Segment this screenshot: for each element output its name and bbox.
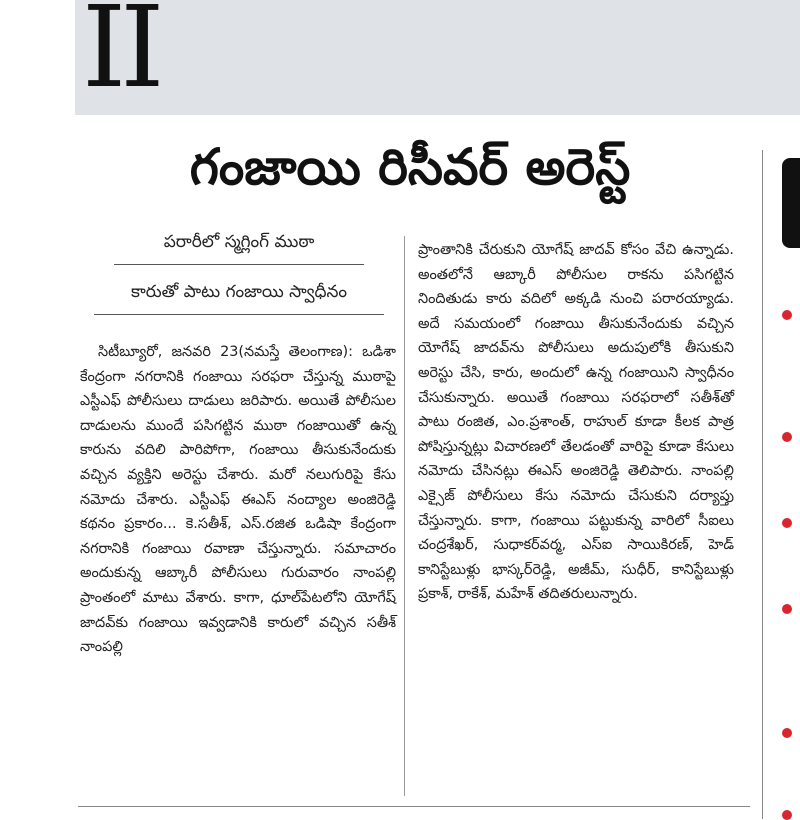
bullet-icon	[782, 604, 792, 614]
bullet-icon	[782, 728, 792, 738]
bullet-icon	[782, 518, 792, 528]
subhead-2	[78, 282, 400, 315]
subhead-1	[78, 232, 400, 265]
subhead-1-text: పరారీలో స్మగ్లింగ్ ముఠా	[163, 232, 315, 252]
bullet-icon	[782, 432, 792, 442]
bullet-icon	[782, 310, 792, 320]
article-headline: గంజాయి రిసీవర్ అరెస్ట్	[189, 138, 631, 196]
subhead-1-divider	[114, 264, 364, 265]
article-column-right: ప్రాంతానికి చేరుకుని యోగేష్ జాదవ్ కోసం వేచి ఉన్నాడు. అంతలోనే ఆబ్కారీ పోలీసుల రాకను పసిగట్టిన నిందితుడు కారు వదిలో అక్కడి నుంచి పరారయ్యాడు. అదే సమయంలో గంజాయి తీసుకునేందుకు వచ్చిన యోగేష్ జాదవ్‌ను పోలీసులు అదుపులోకి తీసుకుని అరెస్టు చేసి, కారు, అందులో ఉన్న గంజాయిని స్వాధీనం చేసుకున్నారు. అయితే గంజాయి సరఫరాలో సతీశ్‌తో పాటు రంజిత, ఎం.ప్రశాంత్, రాహుల్ కూడా కీలక పాత్ర పోషిస్తున్నట్లు విచారణలో తేలడంతో వారిపై కూడా కేసులు నమోదు చేసినట్లు ఈఎస్ అంజిరెడ్డి తెలిపారు. నాంపల్లి ఎక్సైజ్ పోలీసులు కేసు నమోదు చేసుకుని దర్యాప్తు చేస్తున్నారు. కాగా, గంజాయి పట్టుకున్న వారిలో సీఐలు చంద్రశేఖర్, సుధాకర్‌వర్మ, ఎస్ఐ సాయికిరణ్, హెడ్ కానిస్టేబుళ్లు భాస్కర్‌రెడ్డి, అజీమ్, సుధీర్, కానిస్టేబుళ్లు ప్రకాశ్, రాకేశ్, మహేశ్ తదితరులున్నారు.	[418, 242, 734, 603]
section-mark: II	[82, 0, 159, 113]
header-shade	[75, 0, 800, 115]
adjacent-headline-fragment	[782, 158, 800, 248]
column-divider	[404, 236, 405, 796]
subhead-2-text: కారుతో పాటు గంజాయి స్వాధీనం	[130, 282, 348, 302]
section-header-band	[0, 0, 800, 115]
article-column-left: సిటీబ్యూరో, జనవరి 23(నమస్తే తెలంగాణ): ఒడిశా కేంద్రంగా నగరానికి గంజాయి సరఫరా చేస్తున్న ముఠాపై ఎస్టీఎఫ్ పోలీసులు దాడులు జరిపారు. అయితే పోలీసుల దాడులను ముందే పసిగట్టిన ముఠా గంజాయితో ఉన్న కారును వదిలి పారిపోగా, గంజాయి తీసుకునేందుకు వచ్చిన వ్యక్తిని అరెస్టు చేశారు. మరో నలుగురిపై కేసు నమోదు చేశారు. ఎస్టీఎఫ్ ఈఎస్ నంద్యాల అంజిరెడ్డి కథనం ప్రకారం... కె.సతీశ్, ఎస్.రజిత ఒడిషా కేంద్రంగా నగరానికి గంజాయి రవాణా చేస్తున్నారు. సమాచారం అందుకున్న ఆబ్కారీ పోలీసులు గురువారం నాంపల్లి ప్రాంతంలో మాటు వేశారు. కాగా, ధూల్‌పేటలోని యోగేష్ జాదవ్‌కు గంజాయి ఇవ్వడానికి కారులో వచ్చిన సతీశ్ నాంపల్లి	[80, 344, 396, 656]
adjacent-article-strip	[762, 150, 800, 819]
adjacent-divider	[762, 150, 763, 819]
bottom-rule	[78, 806, 750, 807]
subhead-2-divider	[94, 314, 384, 315]
